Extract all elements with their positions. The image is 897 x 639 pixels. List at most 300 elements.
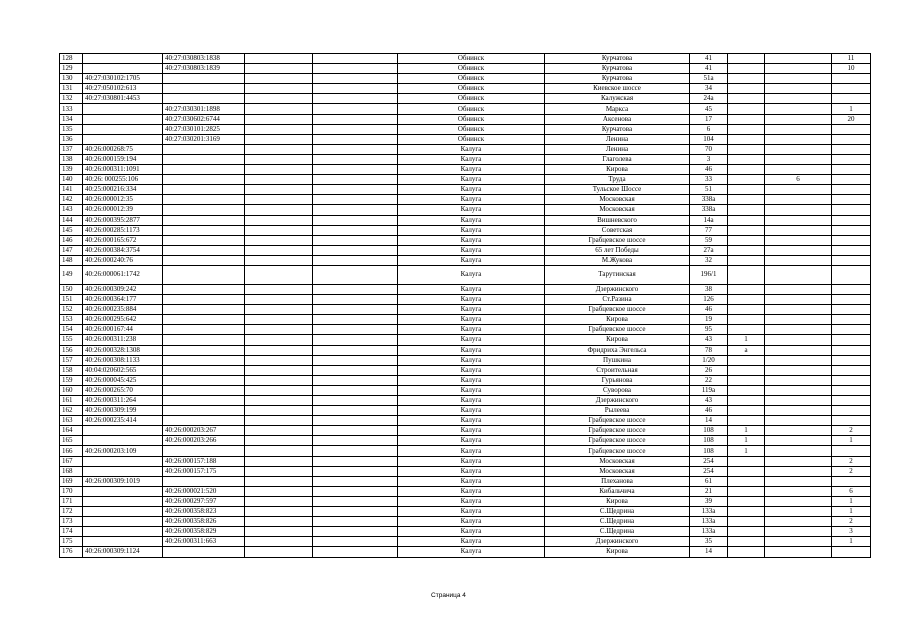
house-number-cell: 51а — [690, 74, 728, 84]
house-number-cell: 338а — [690, 205, 728, 215]
street-cell: Грабцевское шоссе — [545, 325, 690, 335]
building-cell — [728, 175, 765, 185]
table-row — [60, 134, 871, 144]
empty-cell — [245, 64, 313, 74]
cadastral-number-cell: 40:26:000265:70 — [83, 385, 163, 395]
row-number-cell: 175 — [60, 537, 83, 547]
house-number-cell: 41 — [690, 64, 728, 74]
city-cell: Калуга — [398, 365, 545, 375]
building-cell — [728, 406, 765, 416]
row-number-cell: 164 — [60, 426, 83, 436]
table-row — [60, 165, 871, 175]
house-number-cell: 70 — [690, 144, 728, 154]
table-row — [60, 345, 871, 355]
row-number-cell: 172 — [60, 507, 83, 517]
house-number-cell: 46 — [690, 406, 728, 416]
empty-cell — [245, 466, 313, 476]
block-cell — [765, 225, 832, 235]
block-cell — [765, 547, 832, 557]
cadastral-number-cell — [83, 517, 163, 527]
block-cell — [765, 426, 832, 436]
row-number-cell: 152 — [60, 305, 83, 315]
cadastral-number-cell — [83, 456, 163, 466]
empty-cell — [245, 436, 313, 446]
row-number-cell: 150 — [60, 284, 83, 294]
street-cell: Дзержинского — [545, 537, 690, 547]
empty-cell — [313, 456, 398, 466]
city-cell: Калуга — [398, 185, 545, 195]
city-cell: Калуга — [398, 295, 545, 305]
empty-cell — [313, 185, 398, 195]
table-row — [60, 486, 871, 496]
table-row — [60, 144, 871, 154]
building-cell — [728, 104, 765, 114]
empty-cell — [313, 74, 398, 84]
empty-cell — [313, 527, 398, 537]
street-cell: Тульское Шоссе — [545, 185, 690, 195]
cadastral-number-cell: 40:26:000311:238 — [83, 335, 163, 345]
row-number-cell: 147 — [60, 245, 83, 255]
room-cadastral-number-cell — [163, 416, 245, 426]
block-cell — [765, 446, 832, 456]
table-row — [60, 527, 871, 537]
house-number-cell: 34 — [690, 84, 728, 94]
apartment-cell — [832, 235, 871, 245]
row-number-cell: 135 — [60, 124, 83, 134]
empty-cell — [245, 385, 313, 395]
empty-cell — [245, 547, 313, 557]
building-cell: 1 — [728, 436, 765, 446]
room-cadastral-number-cell — [163, 446, 245, 456]
block-cell — [765, 486, 832, 496]
block-cell: 6 — [765, 175, 832, 185]
row-number-cell: 171 — [60, 496, 83, 506]
street-cell: Маркса — [545, 104, 690, 114]
street-cell: С.Щедрина — [545, 507, 690, 517]
building-cell — [728, 54, 765, 64]
building-cell — [728, 486, 765, 496]
empty-cell — [245, 284, 313, 294]
house-number-cell: 61 — [690, 476, 728, 486]
city-cell: Калуга — [398, 486, 545, 496]
empty-cell — [245, 355, 313, 365]
empty-cell — [245, 456, 313, 466]
house-number-cell: 21 — [690, 486, 728, 496]
table-row — [60, 295, 871, 305]
apartment-cell — [832, 446, 871, 456]
block-cell — [765, 54, 832, 64]
empty-cell — [313, 54, 398, 64]
table-row — [60, 496, 871, 506]
table-row — [60, 205, 871, 215]
empty-cell — [313, 416, 398, 426]
table-row — [60, 517, 871, 527]
street-cell: Вишневского — [545, 215, 690, 225]
cadastral-number-cell: 40:26:000045:425 — [83, 375, 163, 385]
empty-cell — [313, 406, 398, 416]
room-cadastral-number-cell: 40:26:000297:597 — [163, 496, 245, 506]
table-row — [60, 355, 871, 365]
apartment-cell — [832, 375, 871, 385]
cadastral-number-cell — [83, 527, 163, 537]
cadastral-number-cell: 40:26:000364:177 — [83, 295, 163, 305]
room-cadastral-number-cell: 40:27:030301:1898 — [163, 104, 245, 114]
empty-cell — [313, 195, 398, 205]
apartment-cell — [832, 315, 871, 325]
table-row — [60, 436, 871, 446]
block-cell — [765, 144, 832, 154]
cadastral-number-cell — [83, 104, 163, 114]
empty-cell — [313, 476, 398, 486]
empty-cell — [245, 235, 313, 245]
empty-cell — [245, 205, 313, 215]
building-cell — [728, 507, 765, 517]
building-cell — [728, 84, 765, 94]
city-cell: Обнинск — [398, 114, 545, 124]
room-cadastral-number-cell — [163, 165, 245, 175]
house-number-cell: 3 — [690, 154, 728, 164]
room-cadastral-number-cell — [163, 154, 245, 164]
cadastral-number-cell: 40:26:000167:44 — [83, 325, 163, 335]
empty-cell — [245, 507, 313, 517]
city-cell: Калуга — [398, 547, 545, 557]
block-cell — [765, 295, 832, 305]
row-number-cell: 137 — [60, 144, 83, 154]
apartment-cell — [832, 416, 871, 426]
building-cell — [728, 466, 765, 476]
table-row — [60, 305, 871, 315]
house-number-cell: 196/1 — [690, 265, 728, 284]
table-row — [60, 507, 871, 517]
cadastral-number-cell — [83, 114, 163, 124]
apartment-cell: 2 — [832, 466, 871, 476]
city-cell: Калуга — [398, 235, 545, 245]
city-cell: Обнинск — [398, 124, 545, 134]
table-row — [60, 74, 871, 84]
empty-cell — [245, 245, 313, 255]
block-cell — [765, 365, 832, 375]
building-cell — [728, 295, 765, 305]
table-row — [60, 114, 871, 124]
house-number-cell: 35 — [690, 537, 728, 547]
block-cell — [765, 64, 832, 74]
table-row — [60, 235, 871, 245]
building-cell — [728, 205, 765, 215]
room-cadastral-number-cell: 40:26:000021:520 — [163, 486, 245, 496]
empty-cell — [313, 165, 398, 175]
building-cell — [728, 165, 765, 175]
row-number-cell: 130 — [60, 74, 83, 84]
cadastral-number-cell — [83, 124, 163, 134]
street-cell: Московская — [545, 205, 690, 215]
empty-cell — [313, 486, 398, 496]
house-number-cell: 24а — [690, 94, 728, 104]
empty-cell — [245, 195, 313, 205]
house-number-cell: 46 — [690, 165, 728, 175]
table-row — [60, 406, 871, 416]
cadastral-number-cell: 40:26:000309:199 — [83, 406, 163, 416]
empty-cell — [245, 54, 313, 64]
city-cell: Калуга — [398, 144, 545, 154]
room-cadastral-number-cell — [163, 265, 245, 284]
block-cell — [765, 305, 832, 315]
building-cell — [728, 154, 765, 164]
empty-cell — [313, 375, 398, 385]
row-number-cell: 156 — [60, 345, 83, 355]
cadastral-number-cell: 40:04:020602:565 — [83, 365, 163, 375]
empty-cell — [245, 255, 313, 265]
room-cadastral-number-cell — [163, 284, 245, 294]
block-cell — [765, 84, 832, 94]
empty-cell — [313, 507, 398, 517]
street-cell: Ленина — [545, 144, 690, 154]
table-row — [60, 225, 871, 235]
city-cell: Калуга — [398, 426, 545, 436]
room-cadastral-number-cell — [163, 325, 245, 335]
apartment-cell: 2 — [832, 456, 871, 466]
cadastral-number-cell: 40:26:000384:3754 — [83, 245, 163, 255]
table-row — [60, 54, 871, 64]
city-cell: Калуга — [398, 355, 545, 365]
street-cell: Ленина — [545, 134, 690, 144]
street-cell: Грабцевское шоссе — [545, 436, 690, 446]
street-cell: Калужская — [545, 94, 690, 104]
row-number-cell: 148 — [60, 255, 83, 265]
cadastral-number-cell: 40:26:000311:264 — [83, 396, 163, 406]
building-cell — [728, 134, 765, 144]
building-cell: 1 — [728, 446, 765, 456]
empty-cell — [313, 426, 398, 436]
empty-cell — [245, 426, 313, 436]
city-cell: Калуга — [398, 456, 545, 466]
block-cell — [765, 124, 832, 134]
building-cell — [728, 476, 765, 486]
empty-cell — [245, 396, 313, 406]
street-cell: Грабцевское шоссе — [545, 426, 690, 436]
room-cadastral-number-cell — [163, 74, 245, 84]
empty-cell — [313, 154, 398, 164]
empty-cell — [313, 144, 398, 154]
building-cell — [728, 195, 765, 205]
room-cadastral-number-cell — [163, 175, 245, 185]
apartment-cell — [832, 406, 871, 416]
apartment-cell — [832, 476, 871, 486]
room-cadastral-number-cell: 40:26:000358:829 — [163, 527, 245, 537]
street-cell: Фридриха Энгельса — [545, 345, 690, 355]
cadastral-number-cell: 40:26: 000255:106 — [83, 175, 163, 185]
row-number-cell: 138 — [60, 154, 83, 164]
room-cadastral-number-cell: 40:27:030602:6744 — [163, 114, 245, 124]
room-cadastral-number-cell — [163, 385, 245, 395]
house-number-cell: 38 — [690, 284, 728, 294]
cadastral-number-cell — [83, 54, 163, 64]
cadastral-number-cell: 40:27:030801:4453 — [83, 94, 163, 104]
table-row — [60, 104, 871, 114]
row-number-cell: 170 — [60, 486, 83, 496]
room-cadastral-number-cell — [163, 315, 245, 325]
empty-cell — [245, 496, 313, 506]
apartment-cell — [832, 305, 871, 315]
street-cell: Строительная — [545, 365, 690, 375]
row-number-cell: 146 — [60, 235, 83, 245]
room-cadastral-number-cell: 40:27:030201:3169 — [163, 134, 245, 144]
table-row — [60, 335, 871, 345]
room-cadastral-number-cell: 40:27:030803:1839 — [163, 64, 245, 74]
empty-cell — [313, 315, 398, 325]
street-cell: 65 лет Победы — [545, 245, 690, 255]
house-number-cell: 6 — [690, 124, 728, 134]
building-cell — [728, 185, 765, 195]
house-number-cell: 27а — [690, 245, 728, 255]
street-cell: Дзержинского — [545, 396, 690, 406]
city-cell: Обнинск — [398, 104, 545, 114]
city-cell: Калуга — [398, 416, 545, 426]
street-cell: Труда — [545, 175, 690, 185]
building-cell — [728, 315, 765, 325]
house-number-cell: 22 — [690, 375, 728, 385]
apartment-cell — [832, 255, 871, 265]
cadastral-number-cell — [83, 426, 163, 436]
street-cell: Аксенова — [545, 114, 690, 124]
empty-cell — [245, 94, 313, 104]
empty-cell — [245, 295, 313, 305]
apartment-cell — [832, 355, 871, 365]
apartment-cell — [832, 205, 871, 215]
table-row — [60, 185, 871, 195]
empty-cell — [245, 365, 313, 375]
apartment-cell — [832, 154, 871, 164]
city-cell: Обнинск — [398, 64, 545, 74]
apartment-cell — [832, 365, 871, 375]
block-cell — [765, 104, 832, 114]
street-cell: Пушкина — [545, 355, 690, 365]
house-number-cell: 108 — [690, 426, 728, 436]
room-cadastral-number-cell — [163, 144, 245, 154]
house-number-cell: 14 — [690, 547, 728, 557]
apartment-cell: 6 — [832, 486, 871, 496]
empty-cell — [245, 134, 313, 144]
row-number-cell: 132 — [60, 94, 83, 104]
building-cell — [728, 517, 765, 527]
cadastral-number-cell: 40:25:000216:334 — [83, 185, 163, 195]
city-cell: Калуга — [398, 517, 545, 527]
city-cell: Калуга — [398, 245, 545, 255]
cadastral-number-cell: 40:26:000308:1133 — [83, 355, 163, 365]
block-cell — [765, 507, 832, 517]
room-cadastral-number-cell: 40:26:000203:266 — [163, 436, 245, 446]
table-row — [60, 265, 871, 284]
building-cell — [728, 94, 765, 104]
row-number-cell: 143 — [60, 205, 83, 215]
empty-cell — [313, 124, 398, 134]
table-row — [60, 365, 871, 375]
city-cell: Калуга — [398, 315, 545, 325]
city-cell: Калуга — [398, 175, 545, 185]
empty-cell — [245, 486, 313, 496]
street-cell: Московская — [545, 456, 690, 466]
block-cell — [765, 416, 832, 426]
room-cadastral-number-cell — [163, 295, 245, 305]
empty-cell — [245, 74, 313, 84]
apartment-cell: 1 — [832, 496, 871, 506]
empty-cell — [313, 547, 398, 557]
building-cell — [728, 385, 765, 395]
room-cadastral-number-cell — [163, 185, 245, 195]
empty-cell — [245, 165, 313, 175]
city-cell: Калуга — [398, 507, 545, 517]
table-row — [60, 215, 871, 225]
city-cell: Обнинск — [398, 74, 545, 84]
empty-cell — [245, 215, 313, 225]
apartment-cell — [832, 295, 871, 305]
empty-cell — [245, 305, 313, 315]
room-cadastral-number-cell: 40:26:000157:188 — [163, 456, 245, 466]
building-cell: 1 — [728, 426, 765, 436]
house-number-cell: 254 — [690, 466, 728, 476]
empty-cell — [313, 114, 398, 124]
row-number-cell: 159 — [60, 375, 83, 385]
table-row — [60, 284, 871, 294]
street-cell: Рылеева — [545, 406, 690, 416]
cadastral-number-cell — [83, 64, 163, 74]
apartment-cell: 1 — [832, 507, 871, 517]
cadastral-number-cell: 40:26:000240:76 — [83, 255, 163, 265]
register-table — [59, 53, 871, 558]
empty-cell — [313, 365, 398, 375]
house-number-cell: 26 — [690, 365, 728, 375]
cadastral-number-cell — [83, 507, 163, 517]
block-cell — [765, 537, 832, 547]
building-cell — [728, 325, 765, 335]
cadastral-number-cell: 40:26:000309:1019 — [83, 476, 163, 486]
table-row — [60, 446, 871, 456]
empty-cell — [245, 144, 313, 154]
block-cell — [765, 335, 832, 345]
house-number-cell: 33 — [690, 175, 728, 185]
street-cell: М.Жукова — [545, 255, 690, 265]
house-number-cell: 133а — [690, 507, 728, 517]
table-row — [60, 537, 871, 547]
apartment-cell — [832, 325, 871, 335]
empty-cell — [245, 446, 313, 456]
cadastral-number-cell — [83, 496, 163, 506]
building-cell — [728, 114, 765, 124]
empty-cell — [245, 345, 313, 355]
empty-cell — [313, 205, 398, 215]
city-cell: Калуга — [398, 165, 545, 175]
cadastral-number-cell: 40:26:000203:109 — [83, 446, 163, 456]
block-cell — [765, 527, 832, 537]
apartment-cell: 2 — [832, 517, 871, 527]
row-number-cell: 153 — [60, 315, 83, 325]
empty-cell — [313, 134, 398, 144]
building-cell — [728, 416, 765, 426]
empty-cell — [245, 265, 313, 284]
building-cell — [728, 496, 765, 506]
city-cell: Калуга — [398, 335, 545, 345]
block-cell — [765, 375, 832, 385]
house-number-cell: 17 — [690, 114, 728, 124]
row-number-cell: 151 — [60, 295, 83, 305]
street-cell: Кирова — [545, 315, 690, 325]
building-cell — [728, 456, 765, 466]
empty-cell — [313, 284, 398, 294]
apartment-cell — [832, 335, 871, 345]
cadastral-number-cell: 40:27:050102:613 — [83, 84, 163, 94]
row-number-cell: 142 — [60, 195, 83, 205]
row-number-cell: 133 — [60, 104, 83, 114]
room-cadastral-number-cell — [163, 335, 245, 345]
